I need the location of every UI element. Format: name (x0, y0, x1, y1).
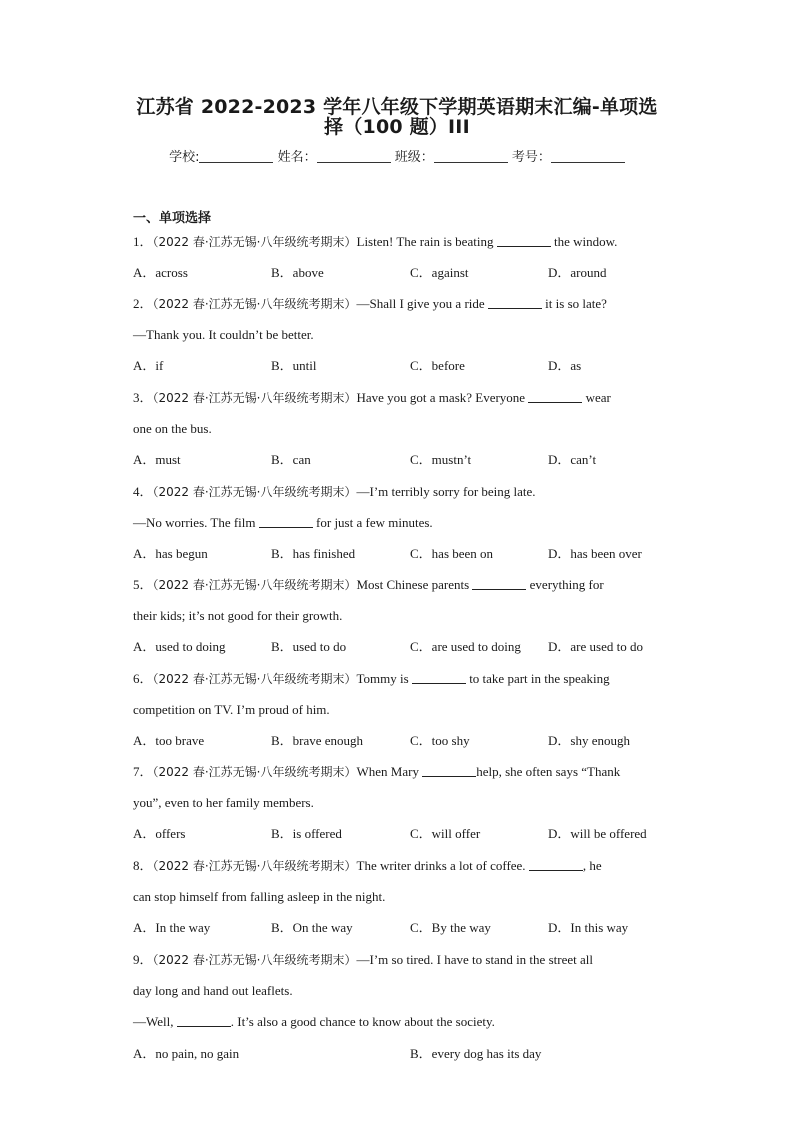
stem-text: day long and hand out leaflets. (133, 983, 293, 999)
question-source: （2022 春·江苏无锡·八年级统考期末） (152, 859, 357, 873)
name-blank (317, 149, 391, 163)
question-stem (133, 663, 673, 694)
stem-text: Have you got a mask? Everyone (356, 390, 529, 405)
stem-text: their kids; it’s not good for their growth. (133, 608, 343, 624)
option-b[interactable]: B．can (271, 452, 311, 468)
option-b[interactable]: B．has finished (271, 546, 356, 562)
option-d[interactable]: D．can’t (548, 452, 597, 468)
question-stem (133, 288, 673, 319)
question-8 (133, 850, 673, 944)
question-number: 6． (133, 671, 153, 686)
name-label: 姓名： (277, 150, 317, 165)
options-row (133, 1038, 673, 1069)
answer-blank (177, 1014, 231, 1027)
option-d[interactable]: D．has been over (548, 546, 642, 562)
stem-text: one on the bus. (133, 421, 212, 437)
question-9 (133, 944, 673, 1069)
question-source: （2022 春·江苏无锡·八年级统考期末） (152, 578, 357, 592)
option-b[interactable]: B．is offered (271, 826, 342, 842)
student-info-row (0, 146, 794, 165)
option-d[interactable]: D．will be offered (548, 826, 647, 842)
question-source: （2022 春·江苏无锡·八年级统考期末） (152, 297, 357, 311)
question-source: （2022 春·江苏无锡·八年级统考期末） (152, 765, 357, 779)
answer-blank (472, 577, 526, 590)
stem-text: —No worries. The film (133, 515, 259, 531)
page-title-line-2: 择（100 题）III (324, 116, 470, 138)
option-a[interactable]: A．if (133, 358, 164, 374)
options-row (133, 538, 673, 569)
question-stem (133, 226, 673, 257)
stem-text: the window. (550, 234, 618, 249)
option-a[interactable]: A．across (133, 265, 188, 281)
stem-text: help, she often says “Thank (476, 764, 621, 779)
answer-blank (259, 515, 313, 528)
question-source: （2022 春·江苏无锡·八年级统考期末） (152, 953, 357, 967)
option-d[interactable]: D．around (548, 265, 607, 281)
question-3 (133, 382, 673, 476)
option-d[interactable]: D．as (548, 358, 582, 374)
option-c[interactable]: C．too shy (410, 733, 470, 749)
answer-blank (497, 234, 551, 247)
answer-blank (529, 858, 583, 871)
stem-text: —Shall I give you a ride (356, 296, 488, 311)
options-row (133, 350, 673, 381)
class-label: 班级： (394, 150, 434, 165)
question-source: （2022 春·江苏无锡·八年级统考期末） (152, 485, 357, 499)
stem-text: Most Chinese parents (356, 577, 473, 592)
stem-text: —I’m so tired. I have to stand in the street all (356, 952, 593, 967)
exam-number-blank (551, 149, 625, 163)
answer-blank (422, 764, 476, 777)
stem-text: Tommy is (356, 671, 412, 686)
option-c[interactable]: C．are used to doing (410, 639, 521, 655)
stem-text: you”, even to her family members. (133, 795, 314, 811)
answer-blank (528, 390, 582, 403)
question-6 (133, 663, 673, 757)
option-d[interactable]: D．shy enough (548, 733, 630, 749)
stem-text: it is so late? (541, 296, 607, 311)
question-number: 8． (133, 858, 153, 873)
options-row (133, 912, 673, 943)
question-source: （2022 春·江苏无锡·八年级统考期末） (152, 672, 357, 686)
option-c[interactable]: C．By the way (410, 920, 491, 936)
option-a[interactable]: A．In the way (133, 920, 211, 936)
question-number: 2． (133, 296, 153, 311)
school-label: 学校: (169, 150, 200, 165)
question-number: 4． (133, 484, 153, 499)
question-stem (133, 756, 673, 787)
option-c[interactable]: C．has been on (410, 546, 494, 562)
option-c[interactable]: C．mustn’t (410, 452, 472, 468)
stem-text: —Thank you. It couldn’t be better. (133, 327, 314, 343)
stem-text-line-3 (133, 1006, 673, 1037)
question-2 (133, 288, 673, 382)
options-row (133, 725, 673, 756)
stem-text: wear (582, 390, 611, 405)
option-b[interactable]: B．above (271, 265, 324, 281)
options-row (133, 631, 673, 662)
page-title-line-1: 江苏省 2022-2023 学年八年级下学期英语期末汇编-单项选 (136, 96, 658, 118)
stem-text: The writer drinks a lot of coffee. (356, 858, 529, 873)
option-d[interactable]: D．In this way (548, 920, 629, 936)
question-source: （2022 春·江苏无锡·八年级统考期末） (152, 235, 357, 249)
option-a[interactable]: A．has begun (133, 546, 208, 562)
stem-text: , he (582, 858, 602, 873)
question-number: 9． (133, 952, 153, 967)
class-blank (434, 149, 508, 163)
option-c[interactable]: C．will offer (410, 826, 481, 842)
option-a[interactable]: A．offers (133, 826, 186, 842)
question-5 (133, 569, 673, 663)
option-b[interactable]: B．brave enough (271, 733, 364, 749)
option-a[interactable]: A．used to doing (133, 639, 226, 655)
option-b[interactable]: B．On the way (271, 920, 353, 936)
stem-text: can stop himself from falling asleep in the night. (133, 889, 386, 905)
answer-blank (412, 671, 466, 684)
option-c[interactable]: C．before (410, 358, 465, 374)
stem-text: competition on TV. I’m proud of him. (133, 702, 330, 718)
options-row (133, 257, 673, 288)
option-a[interactable]: A．no pain, no gain (133, 1045, 240, 1061)
question-stem (133, 569, 673, 600)
stem-text: everything for (526, 577, 604, 592)
stem-text: —I’m terribly sorry for being late. (356, 484, 536, 499)
question-stem (133, 850, 673, 881)
option-b[interactable]: B．until (271, 358, 317, 374)
question-stem (133, 944, 673, 975)
section-heading: 一、单项选择 (133, 211, 212, 226)
option-c[interactable]: C．against (410, 265, 469, 281)
stem-text: Listen! The rain is beating (356, 234, 497, 249)
options-row (133, 444, 673, 475)
stem-text-line-2 (133, 507, 673, 538)
question-source: （2022 春·江苏无锡·八年级统考期末） (152, 391, 357, 405)
question-stem (133, 382, 673, 413)
option-d[interactable]: D．are used to do (548, 639, 643, 655)
exam-number-label: 考号： (511, 150, 551, 165)
answer-blank (488, 296, 542, 309)
question-stem (133, 476, 673, 507)
stem-text: —Well, (133, 1014, 177, 1030)
question-4 (133, 476, 673, 570)
question-7 (133, 756, 673, 850)
option-b[interactable]: B．used to do (271, 639, 347, 655)
question-number: 1． (133, 234, 153, 249)
question-1 (133, 226, 673, 288)
question-number: 7． (133, 764, 153, 779)
school-blank (199, 149, 273, 163)
question-number: 5． (133, 577, 153, 592)
option-a[interactable]: A．too brave (133, 733, 205, 749)
option-a[interactable]: A．must (133, 452, 181, 468)
stem-text: for just a few minutes. (312, 515, 433, 531)
option-b[interactable]: B．every dog has its day (410, 1045, 542, 1061)
question-number: 3． (133, 390, 153, 405)
stem-text: . It’s also a good chance to know about the society. (230, 1014, 495, 1030)
stem-text: to take part in the speaking (465, 671, 610, 686)
stem-text: When Mary (356, 764, 423, 779)
options-row (133, 818, 673, 849)
